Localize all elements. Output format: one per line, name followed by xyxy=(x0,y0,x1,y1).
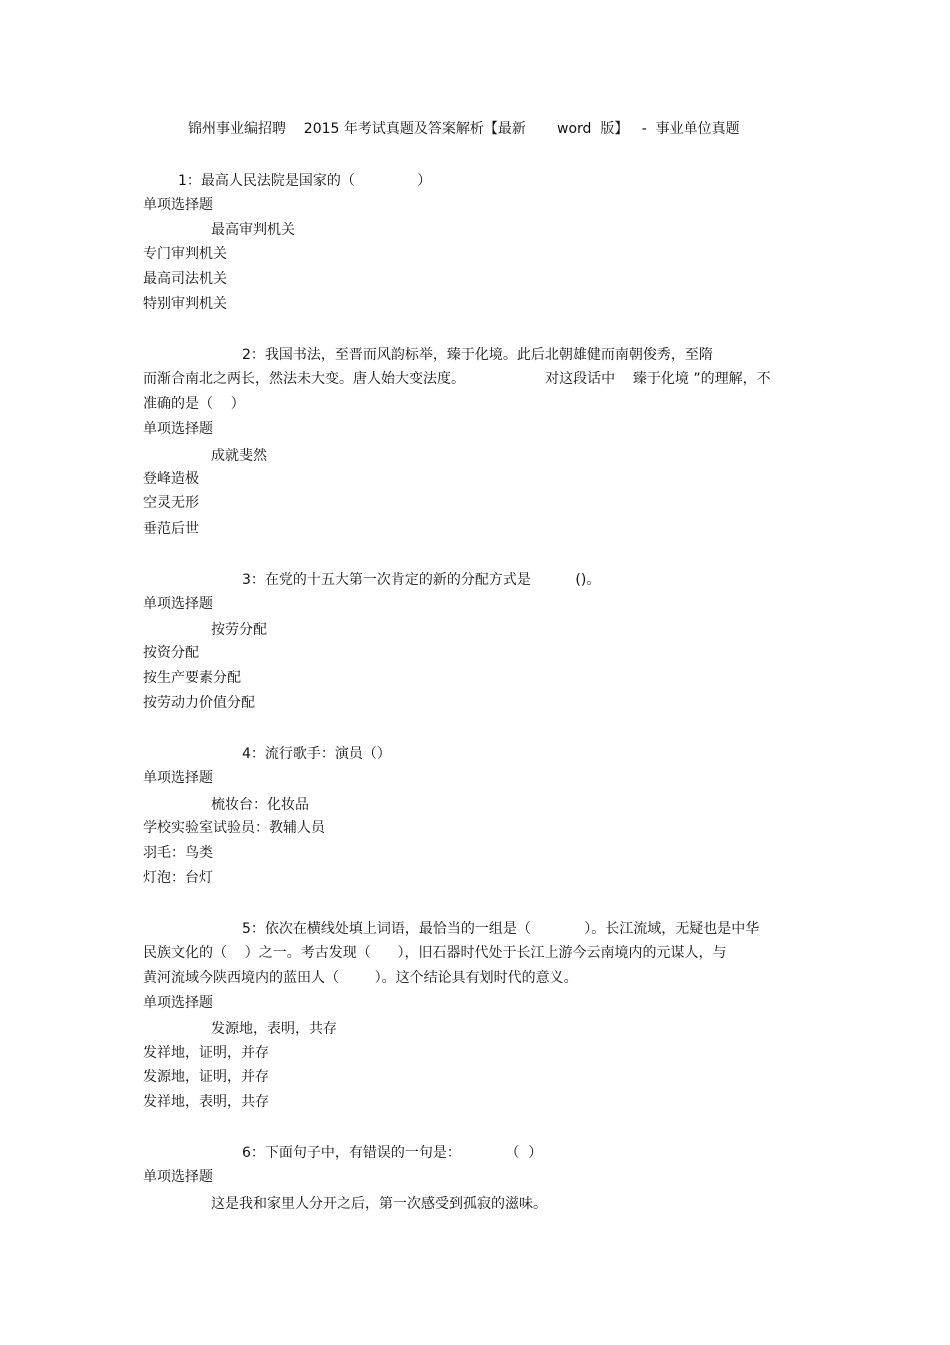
question-text: 黄河流域今陕西境内的蓝田人（ ）。这个结论具有划时代的意义。 xyxy=(143,970,578,986)
question-type: 单项选择题 xyxy=(143,1169,213,1185)
option-c: 最高司法机关 xyxy=(143,271,227,287)
question-type: 单项选择题 xyxy=(143,596,213,612)
question-text: 民族文化的（ ）之一。考古发现（ ），旧石器时代处于长江上游今云南境内的元谋人，与 xyxy=(143,945,727,961)
option-a: 最高审判机关 xyxy=(211,222,295,238)
option-a: 发源地，表明，共存 xyxy=(211,1021,337,1037)
option-d: 按劳动力价值分配 xyxy=(143,695,255,711)
question-text: 1：最高人民法院是国家的（ ） xyxy=(178,173,432,189)
option-a: 这是我和家里人分开之后，第一次感受到孤寂的滋味。 xyxy=(211,1196,547,1212)
option-c: 羽毛：鸟类 xyxy=(143,845,213,861)
question-type: 单项选择题 xyxy=(143,770,213,786)
question-text: 6：下面句子中，有错误的一句是： （ ） xyxy=(242,1145,543,1161)
question-text: 2：我国书法，至晋而风韵标举，臻于化境。此后北朝雄健而南朝俊秀，至隋 xyxy=(242,347,713,363)
option-a: 成就斐然 xyxy=(211,448,267,464)
option-d: 特别审判机关 xyxy=(143,296,227,312)
option-c: 空灵无形 xyxy=(143,495,199,511)
question-type: 单项选择题 xyxy=(143,197,213,213)
question-text: 5：依次在横线处填上词语，最恰当的一组是（ ）。长江流域，无疑也是中华 xyxy=(242,921,760,937)
option-b: 发祥地，证明，并存 xyxy=(143,1045,269,1061)
option-b: 按资分配 xyxy=(143,645,199,661)
question-text: 准确的是（ ） xyxy=(143,396,245,412)
option-b: 登峰造极 xyxy=(143,471,199,487)
option-d: 灯泡：台灯 xyxy=(143,870,213,886)
option-c: 发源地，证明，并存 xyxy=(143,1069,269,1085)
question-text: 4：流行歌手：演员（） xyxy=(242,746,391,762)
document-title: 锦州事业编招聘 2015 年考试真题及答案解析【最新 word 版】 - 事业单位真题 xyxy=(188,121,740,137)
option-a: 梳妆台：化妆品 xyxy=(211,797,309,813)
option-d: 发祥地，表明，共存 xyxy=(143,1094,269,1110)
option-c: 按生产要素分配 xyxy=(143,670,241,686)
option-a: 按劳分配 xyxy=(211,622,267,638)
option-b: 学校实验室试验员：教辅人员 xyxy=(143,820,325,836)
option-b: 专门审判机关 xyxy=(143,246,227,262)
question-text: 而渐合南北之两长，然法未大变。唐人始大变法度。 对这段话中 臻于化境 ”的理解，不 xyxy=(143,371,771,387)
option-d: 垂范后世 xyxy=(143,521,199,537)
question-type: 单项选择题 xyxy=(143,995,213,1011)
question-text: 3：在党的十五大第一次肯定的新的分配方式是 ()。 xyxy=(242,572,601,588)
question-type: 单项选择题 xyxy=(143,421,213,437)
